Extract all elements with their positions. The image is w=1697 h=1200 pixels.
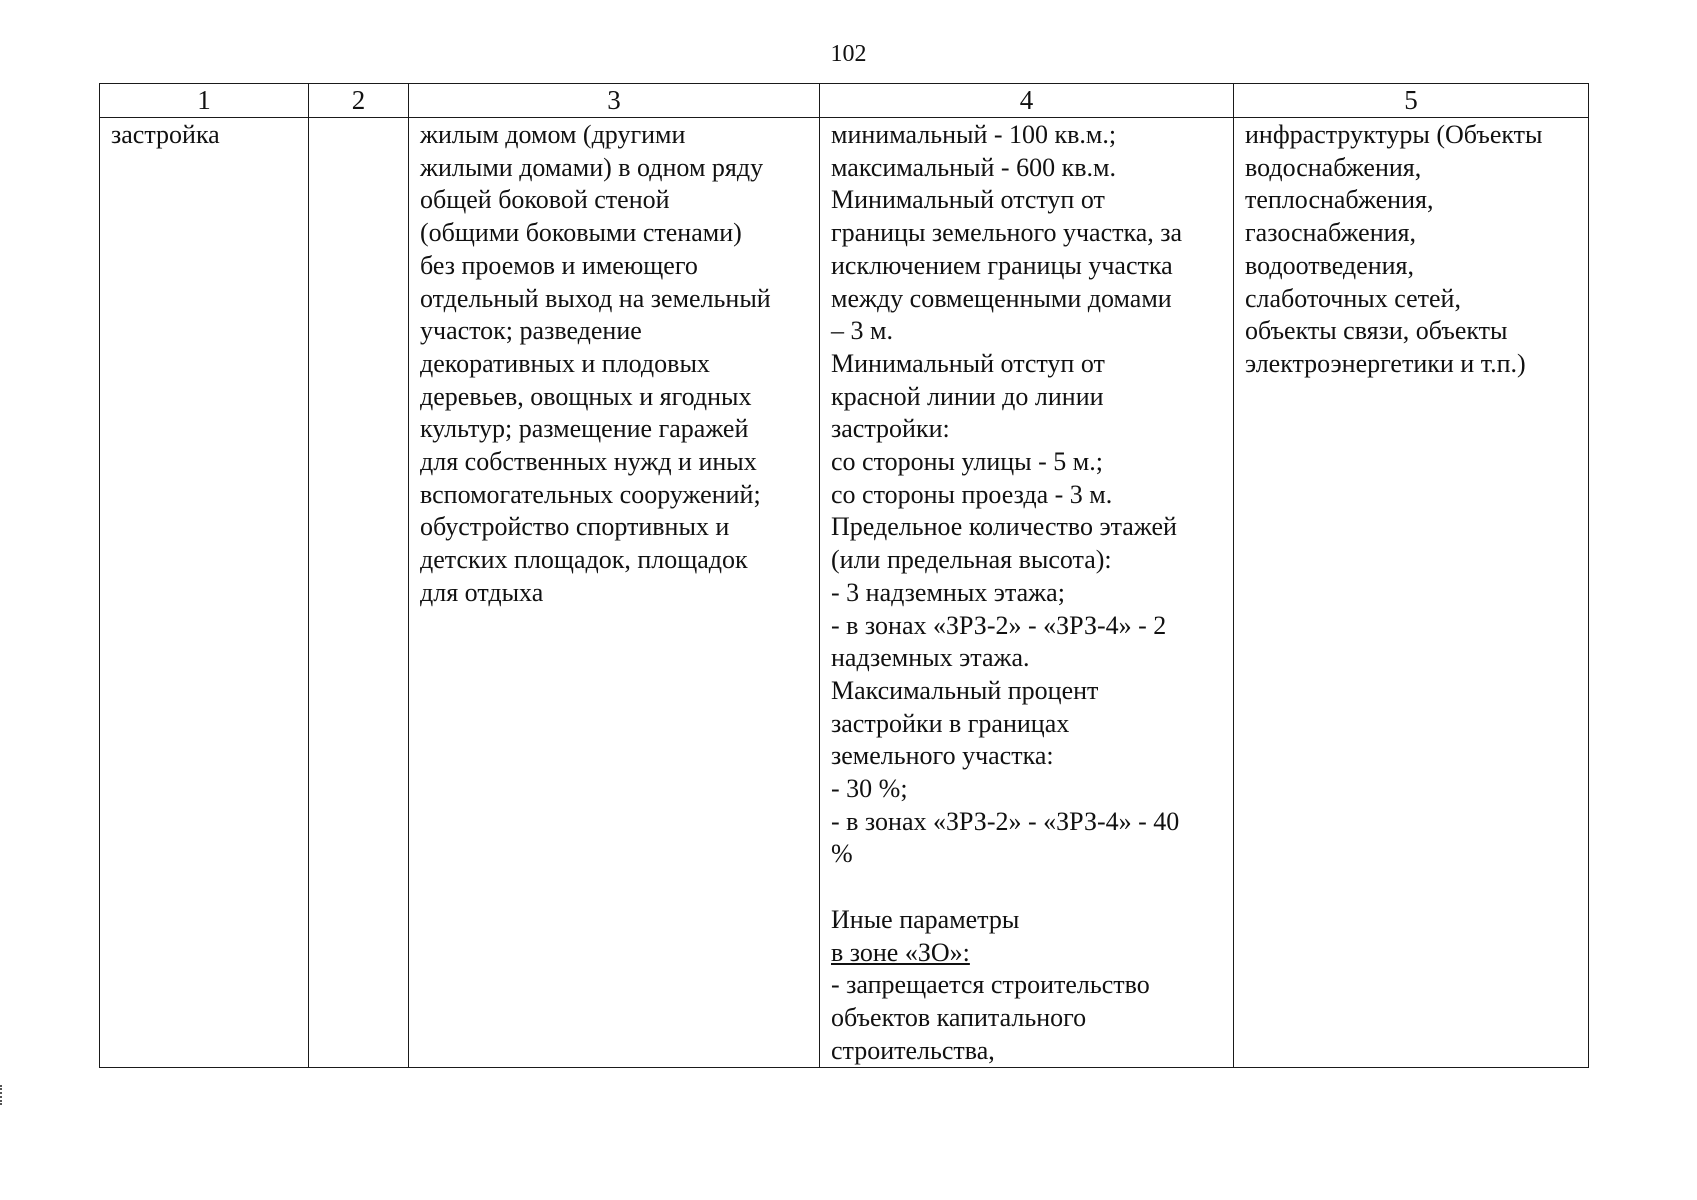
text-line: красной линии до линии: [831, 381, 1104, 411]
text-line: застройки в границах: [831, 708, 1070, 738]
text-line: электроэнергетики и т.п.): [1245, 348, 1526, 378]
text-line: объектов капитального: [831, 1002, 1087, 1032]
header-col-5: 5: [1234, 84, 1589, 118]
text-line: жилым домом (другими: [420, 120, 686, 149]
text-line: деревьев, овощных и ягодных: [420, 381, 752, 411]
text-line: Минимальный отступ от: [831, 185, 1105, 215]
text-line: (общими боковыми стенами): [420, 218, 742, 248]
text-line: (или предельная высота):: [831, 545, 1112, 575]
text-line: газоснабжения,: [1245, 218, 1416, 248]
table-row: [100, 118, 1589, 1068]
header-col-4: 4: [820, 84, 1234, 118]
text-line: Иные параметры: [831, 904, 1020, 934]
text-line: теплоснабжения,: [1245, 185, 1434, 215]
text-line: жилыми домами) в одном ряду: [420, 152, 764, 182]
scan-edge-mark: [0, 1085, 6, 1105]
text-line: земельного участка:: [831, 741, 1054, 771]
text-line: водоотведения,: [1245, 250, 1414, 280]
text-line: обустройство спортивных и: [420, 512, 730, 542]
text-line: для отдыха: [420, 577, 544, 607]
cell-col-4: [820, 118, 1234, 1068]
text-line: максимальный - 600 кв.м.: [831, 152, 1116, 182]
text-line: Минимальный отступ от: [831, 348, 1105, 378]
cell-col-1: [100, 118, 309, 1068]
text-line: - в зонах «ЗРЗ-2» - «ЗРЗ-4» - 2: [831, 610, 1167, 640]
text-line: участок; разведение: [420, 316, 642, 346]
header-col-2: 2: [309, 84, 409, 118]
cell-col-5: [1234, 118, 1589, 1068]
text-line: – 3 м.: [831, 316, 893, 346]
text-line: Предельное количество этажей: [831, 512, 1177, 542]
text-line: без проемов и имеющего: [420, 250, 698, 280]
text-line: - запрещается строительство: [831, 970, 1150, 1000]
text-line: между совмещенными домами: [831, 283, 1172, 313]
text-line: общей боковой стеной: [420, 185, 670, 215]
cell-col-2: [309, 118, 409, 1068]
text-line: Максимальный процент: [831, 675, 1099, 705]
text-line: строительства,: [831, 1035, 995, 1065]
col-5-text: [1234, 118, 1588, 381]
text-line: инфраструктуры (Объекты: [1245, 120, 1543, 149]
cell-col-3: [409, 118, 820, 1068]
text-line: - 30 %;: [831, 774, 908, 804]
text-line: вспомогательных сооружений;: [420, 479, 761, 509]
header-col-3: 3: [409, 84, 820, 118]
text-line: культур; размещение гаражей: [420, 414, 749, 444]
text-line: застройки:: [831, 414, 950, 444]
col-3-text: [409, 118, 819, 610]
text-line: слаботочных сетей,: [1245, 283, 1461, 313]
text-line: детских площадок, площадок: [420, 545, 748, 575]
text-line: %: [831, 839, 853, 869]
text-line: застройка: [111, 120, 220, 149]
col-1-text: [100, 118, 308, 152]
zoning-table: [99, 83, 1589, 1068]
text-line: минимальный - 100 кв.м.;: [831, 120, 1117, 149]
page-number: 102: [830, 41, 867, 67]
text-line: границы земельного участка, за: [831, 218, 1183, 248]
text-line: - 3 надземных этажа;: [831, 577, 1065, 607]
text-line: со стороны улицы - 5 м.;: [831, 447, 1103, 477]
header-row: [100, 84, 1589, 118]
text-line: исключением границы участка: [831, 250, 1173, 280]
col-4-text: [820, 118, 1233, 1067]
header-col-1: 1: [100, 84, 309, 118]
text-line: для собственных нужд и иных: [420, 447, 757, 477]
text-line: объекты связи, объекты: [1245, 316, 1508, 346]
text-line: декоративных и плодовых: [420, 348, 710, 378]
text-line: отдельный выход на земельный: [420, 283, 771, 313]
text-line: водоснабжения,: [1245, 152, 1422, 182]
text-line: надземных этажа.: [831, 643, 1030, 673]
text-line: со стороны проезда - 3 м.: [831, 479, 1113, 509]
text-line: в зоне «ЗО»:: [831, 937, 970, 967]
col-2-text: [309, 118, 408, 119]
text-line: [831, 871, 1227, 904]
text-line: - в зонах «ЗРЗ-2» - «ЗРЗ-4» - 40: [831, 806, 1180, 836]
